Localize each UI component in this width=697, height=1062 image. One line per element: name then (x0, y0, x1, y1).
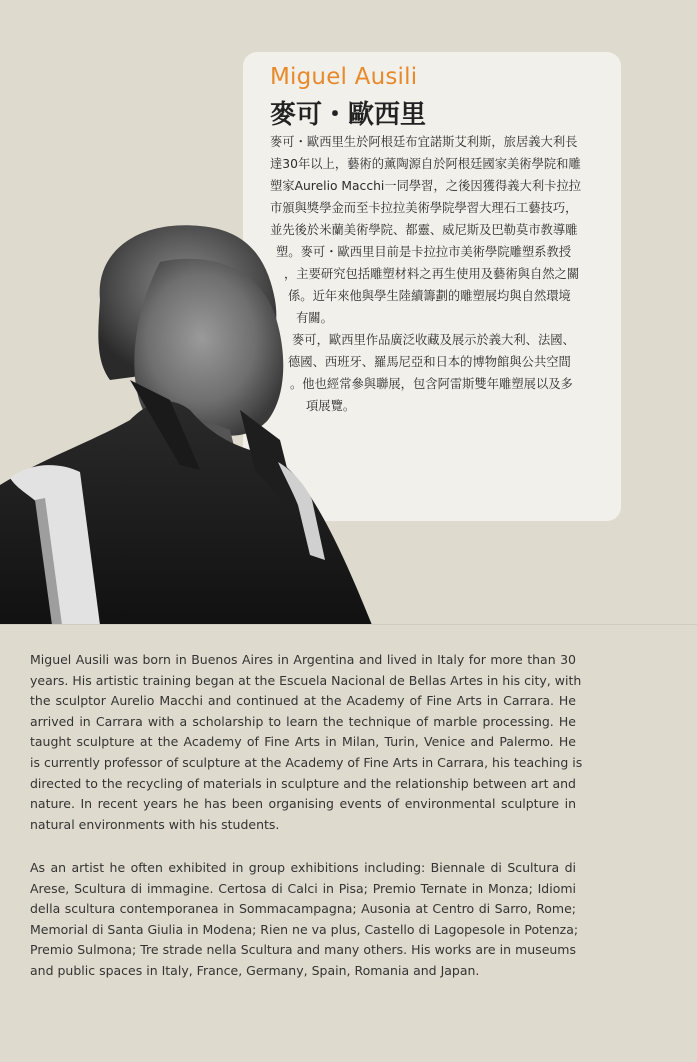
english-bio-line: nature. In recent years he has been organising events of environmental sculpture in (30, 796, 576, 812)
chinese-bio-line: 。他也經常參與聯展，包含阿雷斯雙年雕塑展以及多 (290, 377, 573, 391)
english-bio-line: Premio Sulmona; Tre strade nella Scultura and many others. His works are in museums (30, 942, 576, 958)
artist-name-chinese: 麥可・歐西里 (270, 100, 427, 130)
english-bio-line: years. His artistic training began at the Escuela Nacional de Bellas Artes in his city, with (30, 672, 582, 688)
chinese-bio-line: 塑。麥可・歐西里目前是卡拉拉市美術學院雕塑系教授 (276, 245, 572, 259)
english-bio-line: Arese, Scultura di immagine. Certosa di Calci in Pisa; Premio Ternate in Monza; Idiomi (30, 880, 576, 896)
chinese-bio-line: 係。近年來他與學生陸續籌劃的雕塑展均與自然環境 (288, 289, 571, 303)
english-bio-line: natural environments with his students. (30, 816, 280, 832)
section-divider (0, 624, 697, 625)
chinese-bio-line: 達30年以上，藝術的薰陶源自於阿根廷國家美術學院和雕 (270, 157, 581, 171)
english-bio-line: Memorial di Santa Giulia in Modena; Rien ne va plus, Castello di Lagopesole in Potenza; (30, 921, 579, 937)
english-bio-line: the sculptor Aurelio Macchi and continued at the Academy of Fine Arts in Carrara. He (30, 693, 576, 709)
chinese-bio-line: 市頒與獎學金而至卡拉拉美術學院學習大理石工藝技巧， (270, 201, 578, 215)
english-bio-line: is currently professor of sculpture at the Academy of Fine Arts in Carrara, his teaching is (30, 754, 583, 770)
english-bio-line: arrived in Carrara with a scholarship to learn the technique of marble processing. He (30, 713, 576, 729)
english-bio-paragraph-1 (30, 650, 583, 835)
english-bio-line: Miguel Ausili was born in Buenos Aires in Argentina and lived in Italy for more than 30 (30, 652, 576, 667)
chinese-bio-line: ，主要研究包括雕塑材料之再生使用及藝術與自然之關 (284, 267, 580, 281)
english-bio-line: directed to the recycling of materials in sculpture and the relationship between art and (30, 775, 576, 791)
english-bio-paragraph-2 (30, 858, 579, 982)
chinese-bio-line: 項展覽。 (306, 399, 356, 413)
chinese-bio-line: 並先後於米蘭美術學院、都靈、威尼斯及巴勒莫市教導雕 (270, 223, 578, 237)
english-bio-line: della scultura contemporanea in Sommacampagna; Ausonia at Centro di Sarro, Rome; (30, 901, 576, 917)
english-bio-line: taught sculpture at the Academy of Fine Arts in Milan, Turin, Venice and Palermo. He (30, 734, 576, 750)
english-bio-line: As an artist he often exhibited in group exhibitions including: Biennale di Scultura di (30, 860, 576, 875)
chinese-bio-line: 麥可・歐西里生於阿根廷布宜諾斯艾利斯，旅居義大利長 (270, 135, 578, 149)
chinese-bio-line: 麥可，歐西里作品廣泛收藏及展示於義大利、法國、 (292, 333, 575, 347)
chinese-bio-line: 塑家Aurelio Macchi一同學習，之後因獲得義大利卡拉拉 (270, 179, 582, 193)
chinese-bio-line: 德國、西班牙、羅馬尼亞和日本的博物館與公共空間 (288, 355, 571, 369)
artist-name-english: Miguel Ausili (270, 64, 418, 90)
english-bio-line: and public spaces in Italy, France, Germany, Spain, Romania and Japan. (30, 962, 480, 978)
chinese-bio-line: 有關。 (296, 311, 333, 325)
